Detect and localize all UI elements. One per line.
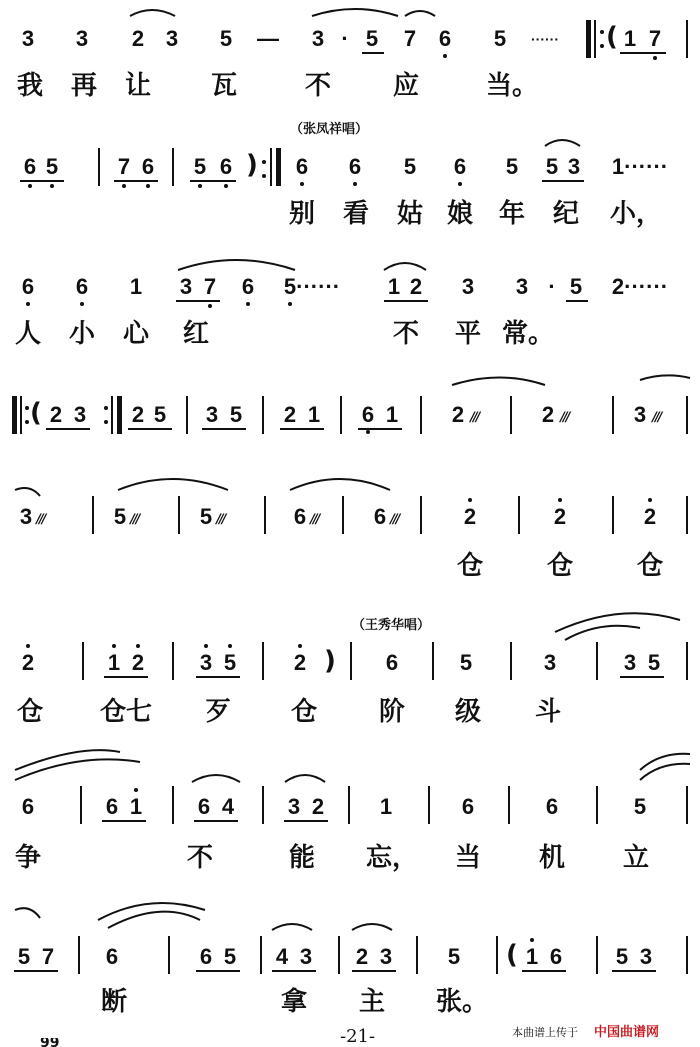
note: 6 <box>295 154 309 179</box>
note: 1 <box>129 794 143 819</box>
dot <box>458 182 462 186</box>
note: 2 <box>311 794 325 819</box>
underline <box>114 180 158 182</box>
bar <box>420 496 422 534</box>
note: 1 <box>623 26 637 51</box>
underline <box>620 676 664 678</box>
note: 7 <box>203 274 217 299</box>
note: 1······ <box>611 154 669 179</box>
lyric: 小， <box>609 199 663 229</box>
system-4 <box>0 380 700 480</box>
lyric: 歹 <box>204 697 232 727</box>
note: 3 <box>633 402 647 427</box>
bar <box>172 148 174 186</box>
tremolo-mark: /// <box>310 512 319 527</box>
bar <box>508 786 510 824</box>
underline <box>202 428 246 430</box>
dot <box>353 182 357 186</box>
note: 6 <box>348 154 362 179</box>
dot <box>262 160 266 164</box>
note: 3 <box>623 650 637 675</box>
bar <box>111 396 113 434</box>
tremolo-mark: /// <box>470 410 479 425</box>
bar <box>264 496 266 534</box>
dot <box>208 304 212 308</box>
singer-label: （张凤祥唱） <box>290 122 369 137</box>
note: 6 <box>241 274 255 299</box>
lyric: 断 <box>100 987 128 1017</box>
note: 3 <box>165 26 179 51</box>
note: 5······ <box>283 274 341 299</box>
note: 6 <box>21 274 35 299</box>
note: 3 <box>515 274 529 299</box>
dot <box>468 498 472 502</box>
bar <box>416 936 418 974</box>
note: 5 <box>223 944 237 969</box>
note: 2······ <box>611 274 669 299</box>
lyric: 不 <box>304 71 332 101</box>
lyric: 仓 <box>636 551 664 581</box>
paren: ) <box>324 646 336 676</box>
note: 5 <box>45 154 59 179</box>
note: 5 <box>229 402 243 427</box>
underline <box>176 300 220 302</box>
note: 5 <box>545 154 559 179</box>
lyric: 机 <box>538 843 566 873</box>
underline <box>612 970 656 972</box>
lyric: 纪 <box>552 199 580 229</box>
bar <box>262 642 264 680</box>
note: 5 <box>459 650 473 675</box>
dot <box>228 644 232 648</box>
note: 2 <box>643 504 657 529</box>
dot <box>246 302 250 306</box>
note: 1 <box>129 274 143 299</box>
lyric: 能 <box>288 843 316 873</box>
dot <box>366 430 370 434</box>
dot <box>558 498 562 502</box>
note: 2 <box>21 650 35 675</box>
underline <box>384 300 428 302</box>
lyric: 仓 <box>546 551 574 581</box>
underline <box>196 970 240 972</box>
note: 6 <box>385 650 399 675</box>
lyric: 小 <box>68 319 96 349</box>
note: 2 <box>463 504 477 529</box>
bar <box>686 20 688 58</box>
note: 5 <box>647 650 661 675</box>
lyric: 不 <box>186 843 214 873</box>
note: 3 <box>19 504 33 529</box>
note: 3 <box>73 402 87 427</box>
note: 4 <box>221 794 235 819</box>
note: 3 <box>639 944 653 969</box>
note: 6 <box>373 504 387 529</box>
note: 6 <box>549 944 563 969</box>
dot <box>146 184 150 188</box>
underline <box>362 52 384 54</box>
underline <box>128 428 172 430</box>
lyric: 仓七 <box>99 697 153 727</box>
bar <box>98 148 100 186</box>
note: 7 <box>117 154 131 179</box>
note: 6 <box>219 154 233 179</box>
underline <box>102 820 146 822</box>
note: 5 <box>493 26 507 51</box>
lyric: 斗 <box>534 697 562 727</box>
tremolo-mark: /// <box>216 512 225 527</box>
note: 3 <box>543 650 557 675</box>
note: 2 <box>553 504 567 529</box>
note: 2 <box>541 402 555 427</box>
bar <box>20 396 22 434</box>
underline <box>20 180 64 182</box>
note: 3 <box>21 26 35 51</box>
note: 5 <box>569 274 583 299</box>
underline <box>46 428 90 430</box>
note: 5 <box>193 154 207 179</box>
bar <box>262 786 264 824</box>
note: 5 <box>633 794 647 819</box>
system-5 <box>0 484 700 584</box>
note: 2 <box>131 402 145 427</box>
repeat-bar <box>586 20 591 58</box>
note: 5 <box>505 154 519 179</box>
bar <box>178 496 180 534</box>
note: 3 <box>75 26 89 51</box>
dot <box>262 174 266 178</box>
bar <box>78 936 80 974</box>
note: 3 <box>567 154 581 179</box>
lyric: 再 <box>70 71 98 101</box>
note: — <box>257 26 279 51</box>
underline <box>358 428 402 430</box>
note: 6 <box>461 794 475 819</box>
note: 1 <box>387 274 401 299</box>
note: 3 <box>287 794 301 819</box>
bar <box>342 496 344 534</box>
bar <box>172 786 174 824</box>
paren: ) <box>246 150 258 180</box>
note: 6 <box>105 944 119 969</box>
note: 1 <box>385 402 399 427</box>
note: 5 <box>223 650 237 675</box>
dot <box>134 788 138 792</box>
lyric: 仓 <box>456 551 484 581</box>
footer-text: 本曲谱上传于 <box>512 1026 578 1039</box>
note: 6 <box>141 154 155 179</box>
tremolo-mark: /// <box>652 410 661 425</box>
underline <box>190 180 236 182</box>
note: 6 <box>453 154 467 179</box>
note: · <box>548 274 556 299</box>
note: 6 <box>105 794 119 819</box>
lyric: 别 <box>288 199 316 229</box>
bar <box>496 936 498 974</box>
note: 6 <box>361 402 375 427</box>
note: 2 <box>131 26 145 51</box>
dot <box>28 184 32 188</box>
note: 7 <box>648 26 662 51</box>
bar <box>686 786 688 824</box>
lyric: 争 <box>14 843 42 873</box>
dot <box>288 302 292 306</box>
bar <box>92 496 94 534</box>
lyric: 主 <box>358 987 386 1017</box>
singer-label: （王秀华唱） <box>352 618 431 633</box>
lyric: 立 <box>622 843 650 873</box>
underline <box>566 300 588 302</box>
note: 2 <box>131 650 145 675</box>
bar <box>262 396 264 434</box>
bar <box>428 786 430 824</box>
note: 5 <box>153 402 167 427</box>
dot <box>600 44 604 48</box>
dot <box>50 184 54 188</box>
note: 6 <box>75 274 89 299</box>
note: 5 <box>219 26 233 51</box>
bar <box>348 786 350 824</box>
paren: ( <box>506 940 518 970</box>
system-6 <box>0 612 700 727</box>
lyric: 应 <box>392 71 420 101</box>
bar <box>596 936 598 974</box>
lyric: 看 <box>342 199 370 229</box>
lyric: 年 <box>498 199 526 229</box>
lyric: 拿 <box>280 987 308 1017</box>
note: 5 <box>615 944 629 969</box>
note: 3 <box>311 26 325 51</box>
dot <box>25 420 29 424</box>
bar <box>686 396 688 434</box>
tremolo-mark: /// <box>130 512 139 527</box>
dot <box>298 644 302 648</box>
paren: ( <box>30 398 42 428</box>
underline <box>280 428 324 430</box>
system-1 <box>0 0 700 100</box>
bar <box>686 936 688 974</box>
note: 7 <box>41 944 55 969</box>
repeat-bar <box>117 396 122 434</box>
note: 1 <box>525 944 539 969</box>
note: 3 <box>379 944 393 969</box>
bar <box>518 496 520 534</box>
stray-mark: 99 <box>40 1038 60 1047</box>
note: 5 <box>113 504 127 529</box>
note: · <box>341 26 349 51</box>
note: 6 <box>545 794 559 819</box>
underline <box>194 820 238 822</box>
lyric: 常。 <box>501 319 555 349</box>
note: 2 <box>409 274 423 299</box>
dot <box>80 302 84 306</box>
lyric: 红 <box>182 319 210 349</box>
bar <box>594 20 596 58</box>
lyric: 瓦 <box>210 71 238 101</box>
underline <box>522 970 566 972</box>
lyric: 忘， <box>365 843 419 873</box>
underline <box>542 180 584 182</box>
dot <box>653 56 657 60</box>
system-7 <box>0 752 700 873</box>
bar <box>510 642 512 680</box>
bar <box>172 642 174 680</box>
underline <box>352 970 396 972</box>
note: 5 <box>17 944 31 969</box>
dot <box>648 498 652 502</box>
underline <box>104 676 148 678</box>
underline <box>196 676 240 678</box>
bar <box>338 936 340 974</box>
note: 3 <box>461 274 475 299</box>
note: 6 <box>197 794 211 819</box>
dot <box>600 30 604 34</box>
underline <box>284 820 328 822</box>
dot <box>198 184 202 188</box>
bar <box>260 936 262 974</box>
dot <box>443 54 447 58</box>
note: 2 <box>451 402 465 427</box>
bar <box>420 396 422 434</box>
note: 6 <box>293 504 307 529</box>
dot <box>224 184 228 188</box>
lyric: 阶 <box>378 697 406 727</box>
dot <box>104 406 108 410</box>
bar <box>350 642 352 680</box>
bar <box>612 396 614 434</box>
lyric: 让 <box>124 71 152 101</box>
note: 6 <box>21 794 35 819</box>
note: ······ <box>531 31 559 47</box>
paren: ( <box>606 22 618 52</box>
bar <box>596 786 598 824</box>
lyric: 平 <box>454 319 482 349</box>
lyric: 我 <box>16 71 44 101</box>
dot <box>104 420 108 424</box>
note: 5 <box>365 26 379 51</box>
dot <box>300 182 304 186</box>
underline <box>620 52 666 54</box>
tremolo-mark: /// <box>36 512 45 527</box>
bar <box>596 642 598 680</box>
bar <box>510 396 512 434</box>
note: 7 <box>403 26 417 51</box>
bar <box>82 642 84 680</box>
bar <box>168 936 170 974</box>
note: 6 <box>23 154 37 179</box>
lyric: 姑 <box>396 199 424 229</box>
dot <box>26 302 30 306</box>
bar <box>270 148 272 186</box>
dot <box>112 644 116 648</box>
dot <box>122 184 126 188</box>
note: 5 <box>447 944 461 969</box>
bar <box>432 642 434 680</box>
note: 3 <box>299 944 313 969</box>
note: 6 <box>438 26 452 51</box>
repeat-bar <box>12 396 17 434</box>
lyric: 级 <box>454 697 482 727</box>
dot <box>26 644 30 648</box>
note: 3 <box>199 650 213 675</box>
system-3 <box>0 250 700 350</box>
note: 5 <box>403 154 417 179</box>
lyric: 心 <box>122 319 150 349</box>
page-number: -21- <box>340 1026 376 1047</box>
note: 5 <box>199 504 213 529</box>
note: 1 <box>379 794 393 819</box>
bar <box>340 396 342 434</box>
tremolo-mark: /// <box>390 512 399 527</box>
underline <box>272 970 316 972</box>
note: 2 <box>355 944 369 969</box>
lyric: 当 <box>454 843 482 873</box>
underline <box>14 970 58 972</box>
note: 2 <box>283 402 297 427</box>
bar <box>186 396 188 434</box>
note: 3 <box>179 274 193 299</box>
bar <box>686 642 688 680</box>
system-8 <box>0 904 700 1017</box>
lyric: 仓 <box>16 697 44 727</box>
system-2 <box>0 118 700 229</box>
lyric: 仓 <box>290 697 318 727</box>
lyric: 不 <box>392 319 420 349</box>
dot <box>530 938 534 942</box>
site-logo[interactable]: 中国曲谱网 <box>594 1025 660 1040</box>
lyric: 娘 <box>446 199 474 229</box>
note: 2 <box>293 650 307 675</box>
dot <box>25 406 29 410</box>
tremolo-mark: /// <box>560 410 569 425</box>
note: 3 <box>205 402 219 427</box>
note: 1 <box>307 402 321 427</box>
note: 4 <box>275 944 289 969</box>
bar <box>686 496 688 534</box>
dot <box>204 644 208 648</box>
lyric: 当。 <box>485 71 539 101</box>
note: 2 <box>49 402 63 427</box>
lyric: 张。 <box>435 987 489 1017</box>
lyric: 人 <box>14 319 42 349</box>
dot <box>136 644 140 648</box>
note: 1 <box>107 650 121 675</box>
repeat-bar <box>276 148 281 186</box>
bar <box>80 786 82 824</box>
bar <box>612 496 614 534</box>
note: 6 <box>199 944 213 969</box>
